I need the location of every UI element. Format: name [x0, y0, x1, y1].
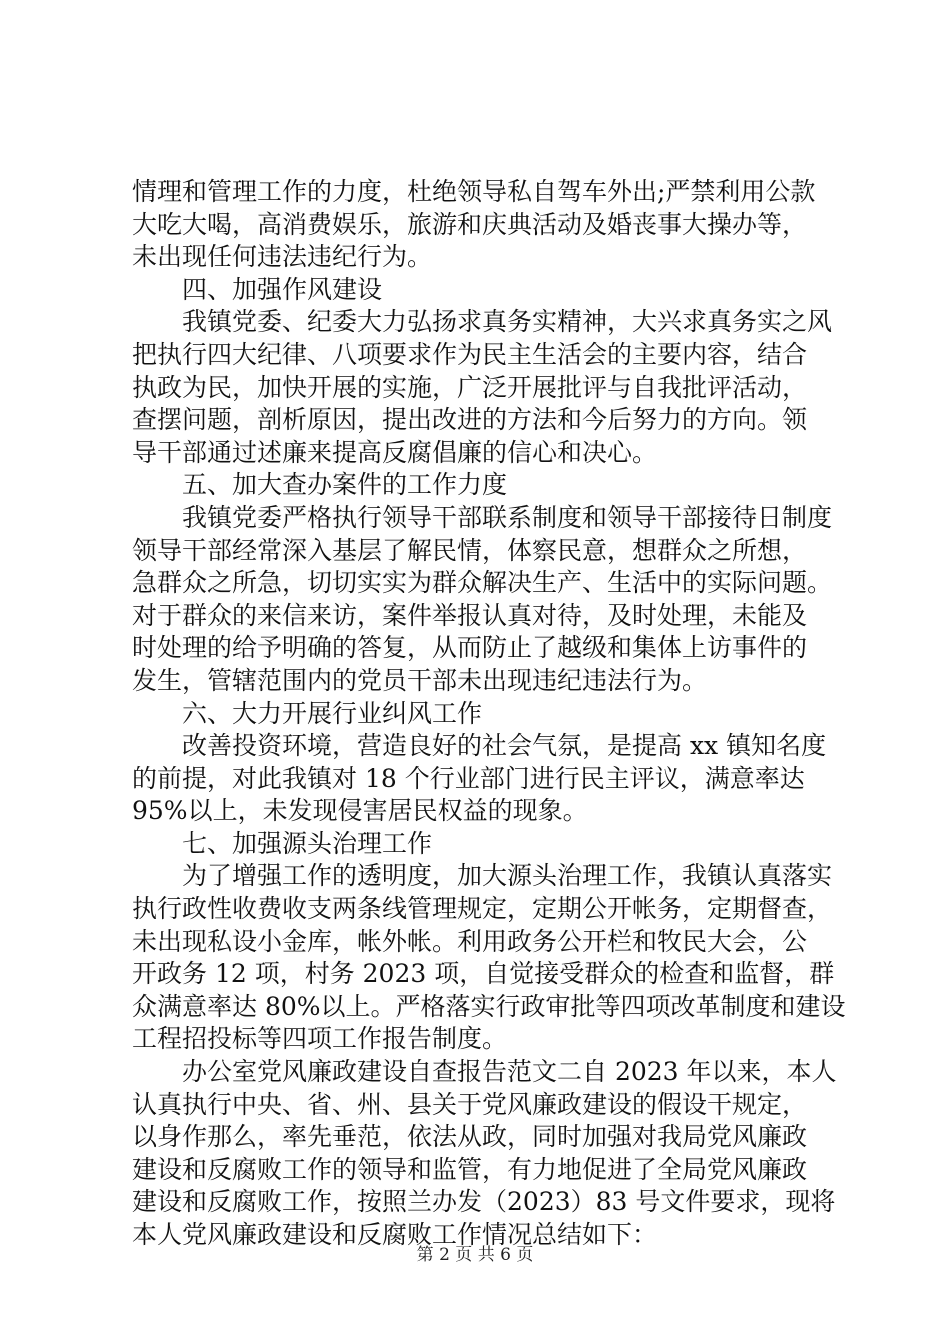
text-line: 领导干部经常深入基层了解民情，体察民意，想群众之所想，	[132, 535, 808, 565]
text-line: 急群众之所急，切切实实为群众解决生产、生活中的实际问题。	[132, 568, 833, 598]
text-line: 95%以上，未发现侵害居民权益的现象。	[132, 796, 588, 826]
text-line: 我镇党委、纪委大力弘扬求真务实精神，大兴求真务实之风	[182, 307, 833, 337]
text-line: 执政为民，加快开展的实施，广泛开展批评与自我批评活动，	[132, 372, 808, 402]
text-line: 本人党风廉政建设和反腐败工作情况总结如下：	[132, 1220, 658, 1249]
text-line: 情理和管理工作的力度，杜绝领导私自驾车外出;严禁利用公款	[132, 177, 816, 206]
page-number-footer: 第 2 页 共 6 页	[416, 1245, 534, 1265]
text-line: 把执行四大纪律、八项要求作为民主生活会的主要内容，结合	[132, 339, 808, 369]
section-heading: 七、加强源头治理工作	[182, 828, 433, 858]
text-line: 发生，管辖范围内的党员干部未出现违纪违法行为。	[132, 665, 708, 695]
text-line: 大吃大喝，高消费娱乐，旅游和庆典活动及婚丧事大操办等，	[132, 209, 808, 239]
text-line: 建设和反腐败工作的领导和监管，有力地促进了全局党风廉政	[132, 1154, 808, 1184]
text-line: 开政务 12 项，村务 2023 项，自觉接受群众的检查和监督，群	[132, 959, 835, 989]
section-heading: 六、大力开展行业纠风工作	[182, 698, 483, 728]
text-line: 改善投资环境，营造良好的社会气氛，是提高 xx 镇知名度	[182, 731, 827, 761]
section-heading: 四、加强作风建设	[182, 274, 383, 304]
section-heading: 五、加大查办案件的工作力度	[182, 470, 508, 500]
text-line: 我镇党委严格执行领导干部联系制度和领导干部接待日制度	[182, 502, 833, 532]
text-line: 对于群众的来信来访，案件举报认真对待，及时处理，未能及	[132, 600, 808, 630]
text-line: 执行政性收费收支两条线管理规定，定期公开帐务，定期督查，	[132, 894, 833, 924]
text-line: 未出现私设小金库，帐外帐。利用政务公开栏和牧民大会，公	[132, 926, 808, 956]
text-line: 导干部通过述廉来提高反腐倡廉的信心和决心。	[132, 437, 658, 467]
text-line: 的前提，对此我镇对 18 个行业部门进行民主评议，满意率达	[132, 763, 805, 793]
text-line: 建设和反腐败工作，按照兰办发（2023）83 号文件要求，现将	[132, 1187, 836, 1217]
text-line: 为了增强工作的透明度，加大源头治理工作，我镇认真落实	[182, 861, 833, 891]
text-line: 众满意率达 80%以上。严格落实行政审批等四项改革制度和建设	[132, 991, 846, 1021]
text-line: 办公室党风廉政建设自查报告范文二自 2023 年以来，本人	[182, 1057, 837, 1087]
text-line: 以身作那么，率先垂范，依法从政，同时加强对我局党风廉政	[132, 1122, 808, 1152]
text-line: 查摆问题，剖析原因，提出改进的方法和今后努力的方向。领	[132, 405, 808, 435]
text-line: 未出现任何违法违纪行为。	[132, 242, 433, 272]
text-line: 工程招投标等四项工作报告制度。	[132, 1024, 508, 1054]
text-line: 认真执行中央、省、州、县关于党风廉政建设的假设干规定，	[132, 1089, 808, 1119]
document-body	[132, 176, 846, 1252]
text-line: 时处理的给予明确的答复，从而防止了越级和集体上访事件的	[132, 633, 808, 663]
